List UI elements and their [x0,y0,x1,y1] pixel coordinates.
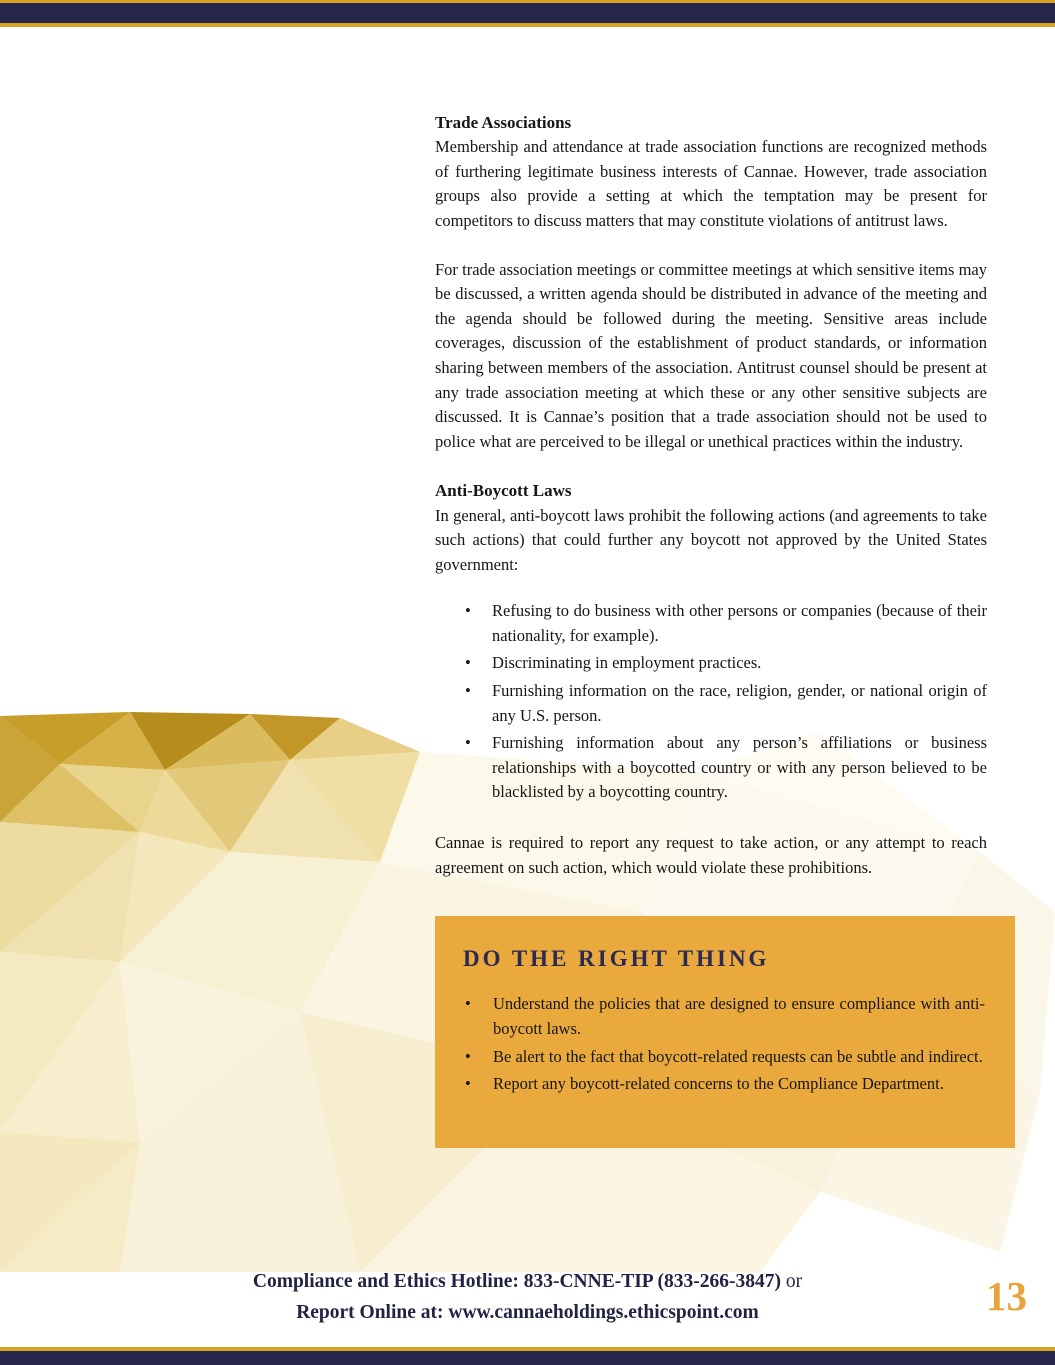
bullet-item: • Understand the policies that are designed to ensure compliance with anti-boycott laws. [463,992,985,1041]
hotline-suffix: or [781,1271,803,1292]
hotline-text: Compliance and Ethics Hotline: 833-CNNE-TIP (833-266-3847) [252,1271,781,1292]
anti-boycott-closing-paragraph: Cannae is required to report any request to take action, or any attempt to reach agreement on such action, which would violate these prohibitions. [435,832,987,877]
page-footer [0,1266,1055,1328]
bullet-item: • Report any boycott-related concerns to the Compliance Department. [463,1072,985,1097]
top-border-band [0,0,1055,27]
top-gold-accent-line [0,23,1055,27]
bottom-navy-bar [0,1351,1055,1365]
callout-bullet-list [463,992,985,1096]
content-column [435,110,987,1148]
page-number: 13 [986,1273,1027,1319]
bullet-item: • Discriminating in employment practices. [435,651,987,676]
anti-boycott-bullet-list [435,599,987,805]
callout-title: DO THE RIGHT THING [463,946,770,972]
bullet-item: • Be alert to the fact that boycott-related requests can be subtle and indirect. [463,1045,985,1070]
section-heading-trade-associations: Trade Associations [435,113,572,132]
anti-boycott-intro: In general, anti-boycott laws prohibit the following actions (and agreements to take such actions) that could further any boycott not approved by the United States government: [435,505,987,574]
trade-associations-paragraph-2: For trade association meetings or committee meetings at which sensitive items may be discussed, a written agenda should be distributed in advance of the meeting and the agenda should be followed during the meeting. Sensitive areas include coverages, discussion of the establishment of product standards, or information sharing between members of the association. Antitrust counsel should be present at any trade association meeting at which these or any other sensitive subjects are discussed. It is Cannae’s position that a trade association should not be used to police what are perceived to be illegal or unethical practices within the industry. [435,259,987,451]
do-the-right-thing-callout [435,916,1015,1148]
top-navy-bar [0,3,1055,23]
bullet-item: • Furnishing information about any person’s affiliations or business relationships with a boycotted country or with any person believed to be blacklisted by a boycotting country. [435,731,987,805]
trade-associations-paragraph-1: Membership and attendance at trade association functions are recognized methods of furthering legitimate business interests of Cannae. However, trade association groups also provide a setting at which the temptation may be present for competitors to discuss matters that may constitute violations of antitrust laws. [435,137,987,231]
bottom-border-band [0,1347,1055,1365]
bullet-item: • Furnishing information on the race, religion, gender, or national origin of any U.S. person. [435,679,987,728]
hotline-line [0,1266,1055,1297]
bullet-item: • Refusing to do business with other persons or companies (because of their nationality, for example). [435,599,987,648]
section-heading-anti-boycott: Anti-Boycott Laws [435,481,572,501]
report-online-line: Report Online at: www.cannaeholdings.ethicspoint.com [296,1302,759,1324]
